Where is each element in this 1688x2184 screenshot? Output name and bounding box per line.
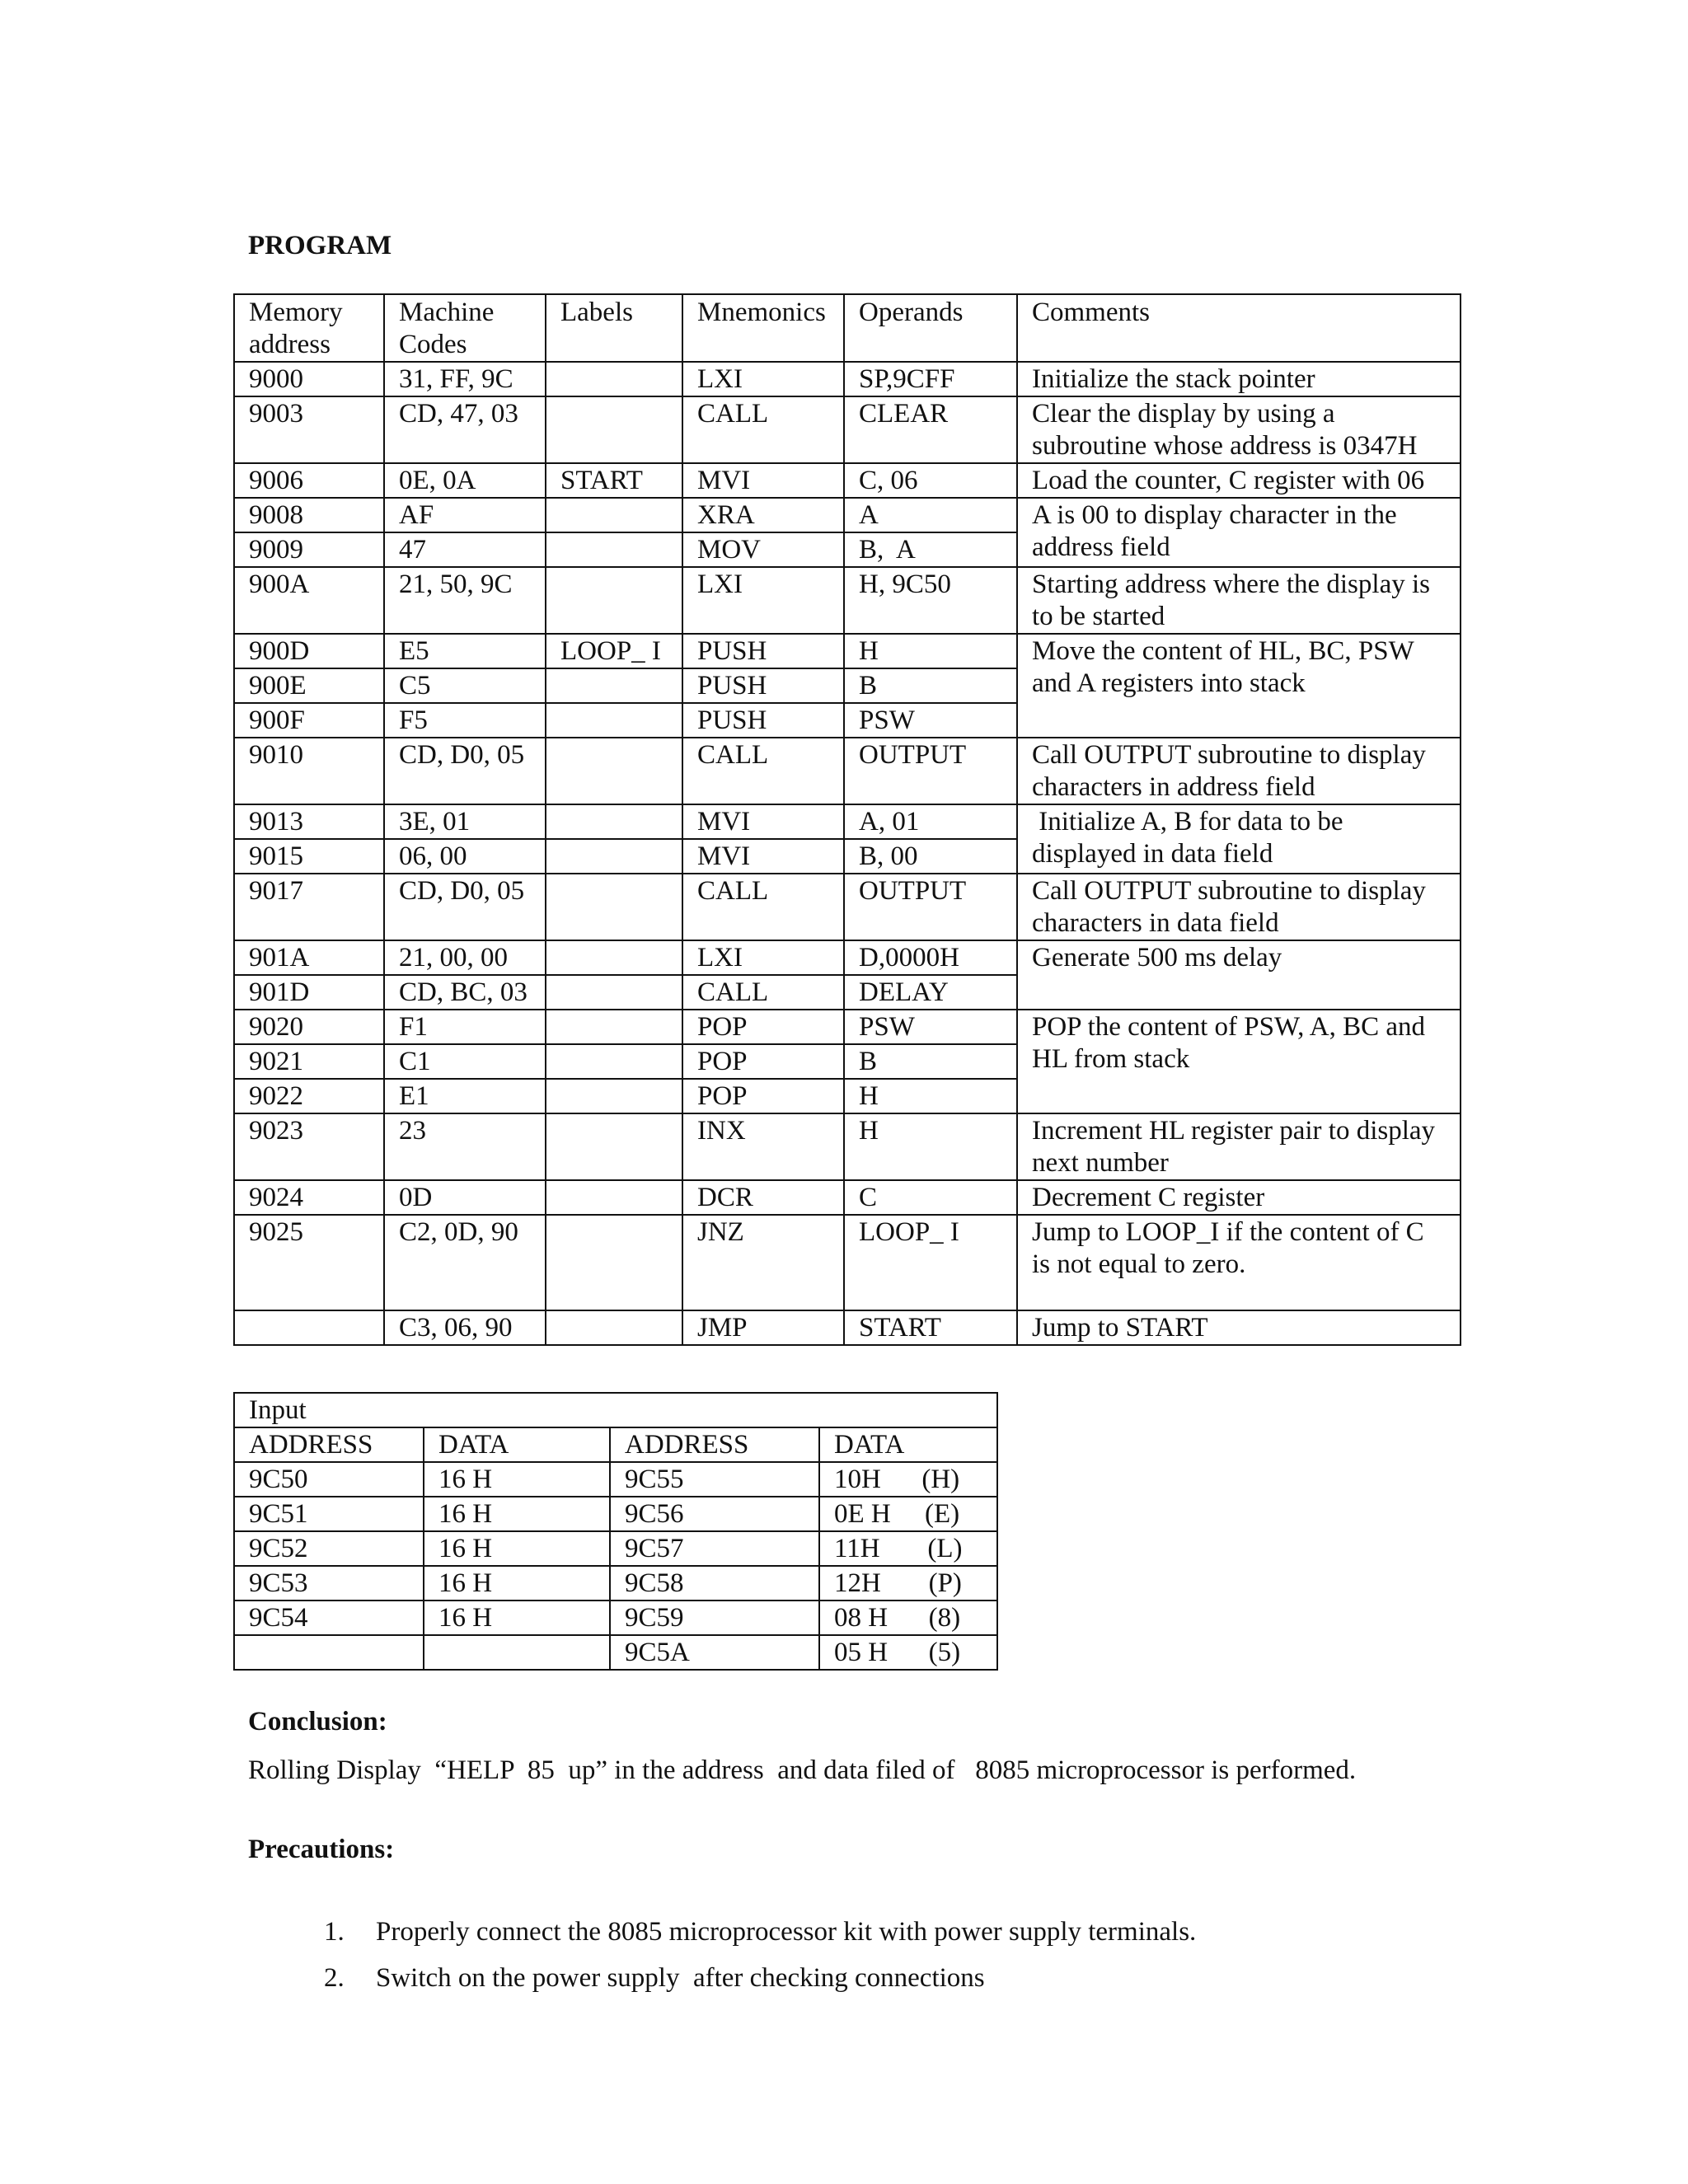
comment-cell: A is 00 to display character in the address field (1017, 498, 1461, 567)
address-cell: 9C52 (234, 1531, 424, 1566)
mnemonic-cell: MOV (682, 532, 844, 567)
comment-cell: Load the counter, C register with 06 (1017, 463, 1461, 498)
data-cell: 16 H (424, 1531, 610, 1566)
operand-cell: H (844, 634, 1017, 668)
operand-cell: B, 00 (844, 839, 1017, 874)
operand-cell: H, 9C50 (844, 567, 1017, 634)
label-cell (546, 668, 682, 703)
comment-cell: Starting address where the display is to be started (1017, 567, 1461, 634)
mnemonic-cell: JNZ (682, 1215, 844, 1310)
header-data: DATA (424, 1427, 610, 1462)
mnemonic-cell: LXI (682, 362, 844, 396)
mnemonic-cell: MVI (682, 839, 844, 874)
comment-cell: Generate 500 ms delay (1017, 940, 1461, 1010)
mnemonic-cell: INX (682, 1113, 844, 1180)
mnemonic-cell: CALL (682, 975, 844, 1010)
table-row (234, 804, 1461, 839)
comment-cell: POP the content of PSW, A, BC and HL from stack (1017, 1010, 1461, 1113)
table-row (234, 567, 1461, 634)
operand-cell: OUTPUT (844, 738, 1017, 804)
label-cell (546, 1310, 682, 1345)
address-cell: 9C53 (234, 1566, 424, 1601)
header-mnemonics: Mnemonics (682, 294, 844, 362)
address-cell: 9C50 (234, 1462, 424, 1497)
mnemonic-cell: XRA (682, 498, 844, 532)
operand-cell: PSW (844, 1010, 1017, 1044)
header-address: ADDRESS (610, 1427, 819, 1462)
machine-code-cell: F1 (384, 1010, 546, 1044)
data-cell: 0E H (E) (819, 1497, 997, 1531)
table-row (234, 498, 1461, 532)
mnemonic-cell: CALL (682, 874, 844, 940)
data-cell: 10H (H) (819, 1462, 997, 1497)
label-cell (546, 1079, 682, 1113)
label-cell (546, 804, 682, 839)
table-row (234, 1566, 997, 1601)
list-item (297, 1886, 1197, 1947)
address-cell: 9C54 (234, 1601, 424, 1635)
table-row (234, 1010, 1461, 1044)
memory-address-cell: 9025 (234, 1215, 384, 1310)
table-row (234, 1531, 997, 1566)
memory-address-cell: 9000 (234, 362, 384, 396)
label-cell: START (546, 463, 682, 498)
data-cell: 05 H (5) (819, 1635, 997, 1670)
input-table (233, 1392, 998, 1671)
mnemonic-cell: MVI (682, 463, 844, 498)
comment-cell: Initialize the stack pointer (1017, 362, 1461, 396)
address-cell (234, 1635, 424, 1670)
data-cell: 16 H (424, 1566, 610, 1601)
header-address: ADDRESS (234, 1427, 424, 1462)
operand-cell: OUTPUT (844, 874, 1017, 940)
table-row (234, 874, 1461, 940)
label-cell: LOOP_ I (546, 634, 682, 668)
header-memory-address: Memory address (234, 294, 384, 362)
memory-address-cell: 9021 (234, 1044, 384, 1079)
comment-cell: Jump to START (1017, 1310, 1461, 1345)
address-cell: 9C51 (234, 1497, 424, 1531)
operand-cell: LOOP_ I (844, 1215, 1017, 1310)
machine-code-cell: C3, 06, 90 (384, 1310, 546, 1345)
label-cell (546, 940, 682, 975)
memory-address-cell: 9024 (234, 1180, 384, 1215)
address-cell: 9C55 (610, 1462, 819, 1497)
memory-address-cell: 900F (234, 703, 384, 738)
mnemonic-cell: LXI (682, 940, 844, 975)
memory-address-cell: 9023 (234, 1113, 384, 1180)
table-row (234, 1601, 997, 1635)
machine-code-cell: F5 (384, 703, 546, 738)
operand-cell: START (844, 1310, 1017, 1345)
mnemonic-cell: CALL (682, 396, 844, 463)
mnemonic-cell: PUSH (682, 634, 844, 668)
mnemonic-cell: PUSH (682, 668, 844, 703)
machine-code-cell: C1 (384, 1044, 546, 1079)
operand-cell: B (844, 668, 1017, 703)
comment-cell: Call OUTPUT subroutine to display characters in address field (1017, 738, 1461, 804)
label-cell (546, 703, 682, 738)
label-cell (546, 498, 682, 532)
mnemonic-cell: JMP (682, 1310, 844, 1345)
comment-cell: Increment HL register pair to display next number (1017, 1113, 1461, 1180)
memory-address-cell: 9017 (234, 874, 384, 940)
address-cell: 9C58 (610, 1566, 819, 1601)
memory-address-cell: 900D (234, 634, 384, 668)
label-cell (546, 1180, 682, 1215)
operand-cell: B, A (844, 532, 1017, 567)
operand-cell: D,0000H (844, 940, 1017, 975)
operand-cell: CLEAR (844, 396, 1017, 463)
table-row (234, 1310, 1461, 1345)
precautions-list (297, 1886, 1197, 1993)
data-cell (424, 1635, 610, 1670)
list-item-number: 1. (324, 1917, 345, 1947)
operand-cell: H (844, 1113, 1017, 1180)
memory-address-cell: 9010 (234, 738, 384, 804)
operand-cell: C (844, 1180, 1017, 1215)
data-cell: 12H (P) (819, 1566, 997, 1601)
label-cell (546, 396, 682, 463)
mnemonic-cell: POP (682, 1079, 844, 1113)
label-cell (546, 362, 682, 396)
conclusion-text: Rolling Display “HELP 85 up” in the address and data filed of 8085 microprocessor is performed. (248, 1755, 1357, 1785)
machine-code-cell: C2, 0D, 90 (384, 1215, 546, 1310)
machine-code-cell: E5 (384, 634, 546, 668)
memory-address-cell: 900E (234, 668, 384, 703)
label-cell (546, 1010, 682, 1044)
mnemonic-cell: POP (682, 1010, 844, 1044)
machine-code-cell: CD, BC, 03 (384, 975, 546, 1010)
table-row (234, 634, 1461, 668)
list-item-text: Switch on the power supply after checking connections (376, 1963, 985, 1993)
operand-cell: C, 06 (844, 463, 1017, 498)
memory-address-cell: 9003 (234, 396, 384, 463)
comment-cell: Decrement C register (1017, 1180, 1461, 1215)
table-row (234, 362, 1461, 396)
table-row (234, 1180, 1461, 1215)
header-machine-codes: Machine Codes (384, 294, 546, 362)
operand-cell: DELAY (844, 975, 1017, 1010)
machine-code-cell: 0E, 0A (384, 463, 546, 498)
address-cell: 9C56 (610, 1497, 819, 1531)
operand-cell: SP,9CFF (844, 362, 1017, 396)
input-header-row (234, 1427, 997, 1462)
label-cell (546, 874, 682, 940)
header-operands: Operands (844, 294, 1017, 362)
list-item (297, 1933, 1196, 1993)
precautions-heading: Precautions: (248, 1835, 395, 1864)
input-title-row (234, 1393, 997, 1427)
mnemonic-cell: DCR (682, 1180, 844, 1215)
input-title: Input (234, 1393, 997, 1427)
machine-code-cell: E1 (384, 1079, 546, 1113)
table-row (234, 1215, 1461, 1310)
program-heading: PROGRAM (248, 231, 392, 260)
list-item-number: 2. (324, 1963, 345, 1993)
label-cell (546, 738, 682, 804)
label-cell (546, 1044, 682, 1079)
comment-cell: Call OUTPUT subroutine to display characters in data field (1017, 874, 1461, 940)
label-cell (546, 1113, 682, 1180)
label-cell (546, 839, 682, 874)
comment-cell: Move the content of HL, BC, PSW and A registers into stack (1017, 634, 1461, 738)
conclusion-heading: Conclusion: (248, 1707, 387, 1736)
address-cell: 9C57 (610, 1531, 819, 1566)
table-row (234, 1462, 997, 1497)
machine-code-cell: 21, 00, 00 (384, 940, 546, 975)
machine-code-cell: 31, FF, 9C (384, 362, 546, 396)
label-cell (546, 975, 682, 1010)
header-comments: Comments (1017, 294, 1461, 362)
data-cell: 08 H (8) (819, 1601, 997, 1635)
address-cell: 9C59 (610, 1601, 819, 1635)
machine-code-cell: 3E, 01 (384, 804, 546, 839)
machine-code-cell: CD, D0, 05 (384, 738, 546, 804)
header-data: DATA (819, 1427, 997, 1462)
table-row (234, 1113, 1461, 1180)
memory-address-cell: 9008 (234, 498, 384, 532)
data-cell: 16 H (424, 1462, 610, 1497)
mnemonic-cell: PUSH (682, 703, 844, 738)
program-table-header (234, 294, 1461, 362)
memory-address-cell: 9006 (234, 463, 384, 498)
machine-code-cell: CD, D0, 05 (384, 874, 546, 940)
comment-cell: Clear the display by using a subroutine whose address is 0347H (1017, 396, 1461, 463)
machine-code-cell: 06, 00 (384, 839, 546, 874)
memory-address-cell (234, 1310, 384, 1345)
comment-cell: Jump to LOOP_I if the content of C is not equal to zero. (1017, 1215, 1461, 1310)
machine-code-cell: 0D (384, 1180, 546, 1215)
address-cell: 9C5A (610, 1635, 819, 1670)
machine-code-cell: 47 (384, 532, 546, 567)
machine-code-cell: AF (384, 498, 546, 532)
memory-address-cell: 9009 (234, 532, 384, 567)
table-row (234, 396, 1461, 463)
table-row (234, 738, 1461, 804)
memory-address-cell: 9020 (234, 1010, 384, 1044)
table-row (234, 1635, 997, 1670)
comment-cell: Initialize A, B for data to be displayed in data field (1017, 804, 1461, 874)
memory-address-cell: 9022 (234, 1079, 384, 1113)
mnemonic-cell: LXI (682, 567, 844, 634)
header-labels: Labels (546, 294, 682, 362)
operand-cell: A, 01 (844, 804, 1017, 839)
list-item-text: Properly connect the 8085 microprocessor kit with power supply terminals. (376, 1917, 1197, 1947)
machine-code-cell: CD, 47, 03 (384, 396, 546, 463)
operand-cell: B (844, 1044, 1017, 1079)
table-row (234, 940, 1461, 975)
mnemonic-cell: POP (682, 1044, 844, 1079)
operand-cell: H (844, 1079, 1017, 1113)
memory-address-cell: 9015 (234, 839, 384, 874)
label-cell (546, 567, 682, 634)
memory-address-cell: 901A (234, 940, 384, 975)
machine-code-cell: C5 (384, 668, 546, 703)
machine-code-cell: 23 (384, 1113, 546, 1180)
memory-address-cell: 901D (234, 975, 384, 1010)
data-cell: 16 H (424, 1601, 610, 1635)
label-cell (546, 1215, 682, 1310)
operand-cell: A (844, 498, 1017, 532)
memory-address-cell: 900A (234, 567, 384, 634)
data-cell: 16 H (424, 1497, 610, 1531)
data-cell: 11H (L) (819, 1531, 997, 1566)
memory-address-cell: 9013 (234, 804, 384, 839)
mnemonic-cell: MVI (682, 804, 844, 839)
mnemonic-cell: CALL (682, 738, 844, 804)
program-table (233, 293, 1461, 1346)
table-row (234, 463, 1461, 498)
table-row (234, 1497, 997, 1531)
label-cell (546, 532, 682, 567)
machine-code-cell: 21, 50, 9C (384, 567, 546, 634)
operand-cell: PSW (844, 703, 1017, 738)
